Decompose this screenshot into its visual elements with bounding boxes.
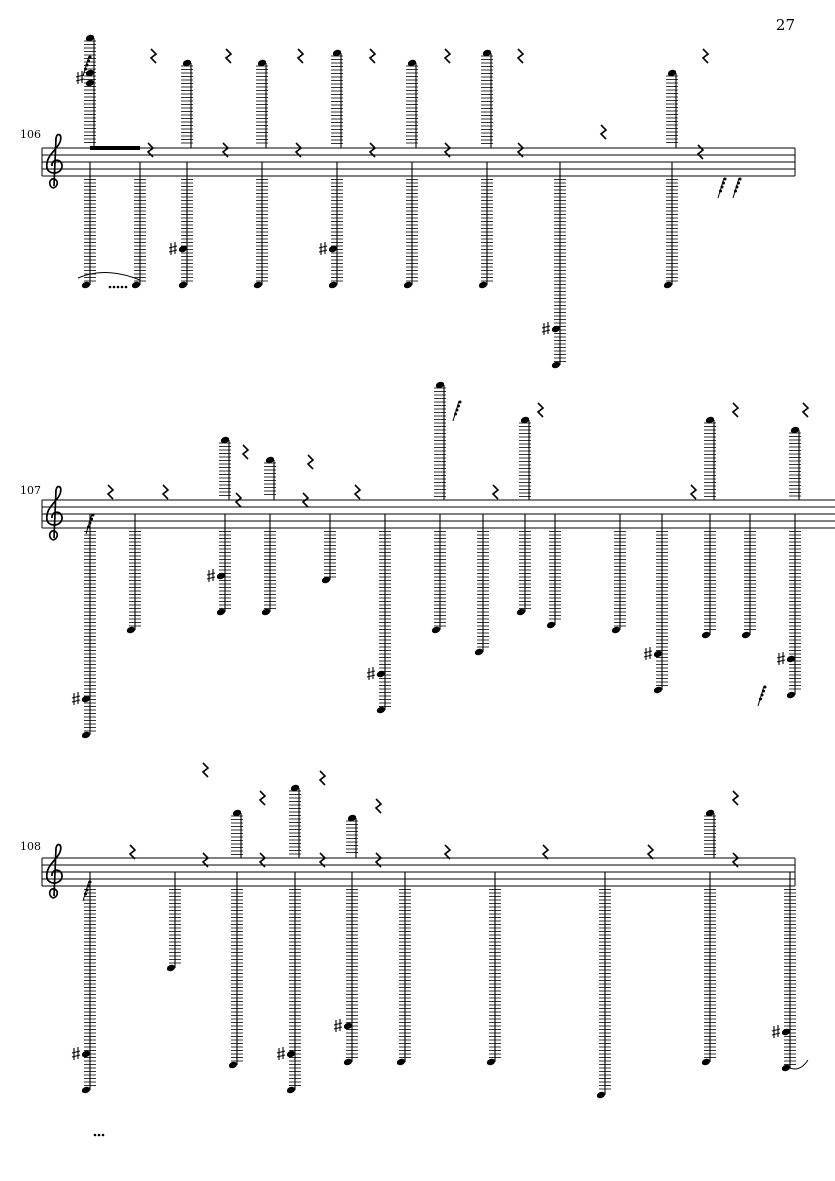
upper-quarter-rest (203, 763, 208, 777)
sharp-icon (367, 667, 375, 680)
quarter-rest (355, 485, 360, 499)
quarter-rest (543, 845, 548, 859)
treble-clef-icon (47, 845, 62, 898)
quarter-rest (698, 145, 703, 159)
measure-number: 108 (20, 840, 41, 853)
sharp-icon (72, 692, 80, 705)
upper-quarter-rest (518, 49, 523, 63)
quarter-rest (601, 125, 606, 139)
upper-quarter-rest (445, 49, 450, 63)
sharp-icon (277, 1047, 285, 1060)
sharp-icon (542, 322, 550, 335)
dotted-extension (121, 286, 124, 289)
upper-quarter-rest (320, 771, 325, 785)
dotted-extension (94, 1134, 97, 1137)
upper-quarter-rest (733, 403, 738, 417)
flag-rest (453, 401, 462, 422)
treble-clef-icon (47, 135, 62, 188)
dotted-extension (113, 286, 116, 289)
dotted-extension (117, 286, 120, 289)
quarter-rest (691, 485, 696, 499)
upper-quarter-rest (538, 403, 543, 417)
upper-quarter-rest (733, 791, 738, 805)
sharp-icon (777, 652, 785, 665)
flag-rest (758, 686, 767, 707)
measure-number: 107 (20, 484, 41, 497)
upper-quarter-rest (370, 49, 375, 63)
quarter-rest (493, 485, 498, 499)
upper-quarter-rest (308, 455, 313, 469)
upper-quarter-rest (226, 49, 231, 63)
flag-rest (718, 178, 727, 199)
upper-quarter-rest (703, 49, 708, 63)
upper-quarter-rest (803, 403, 808, 417)
sharp-icon (644, 647, 652, 660)
dotted-extension (125, 286, 128, 289)
dotted-extension (102, 1134, 105, 1137)
quarter-rest (108, 485, 113, 499)
sharp-icon (319, 242, 327, 255)
quarter-rest (445, 845, 450, 859)
flag-rest (733, 178, 742, 199)
sharp-icon (76, 71, 84, 84)
sharp-icon (772, 1025, 780, 1038)
quarter-rest (648, 845, 653, 859)
upper-quarter-rest (243, 445, 248, 459)
tie (78, 272, 140, 280)
quarter-rest (163, 485, 168, 499)
sharp-icon (72, 1047, 80, 1060)
measure-number: 106 (20, 128, 41, 141)
upper-quarter-rest (298, 49, 303, 63)
treble-clef-icon (47, 487, 62, 540)
upper-quarter-rest (151, 49, 156, 63)
beam (90, 146, 140, 150)
quarter-rest (130, 845, 135, 859)
sharp-icon (334, 1019, 342, 1032)
page-number: 27 (775, 16, 795, 34)
sharp-icon (169, 242, 177, 255)
upper-quarter-rest (260, 791, 265, 805)
dotted-extension (109, 286, 112, 289)
upper-quarter-rest (376, 799, 381, 813)
sharp-icon (207, 569, 215, 582)
dotted-extension (98, 1134, 101, 1137)
